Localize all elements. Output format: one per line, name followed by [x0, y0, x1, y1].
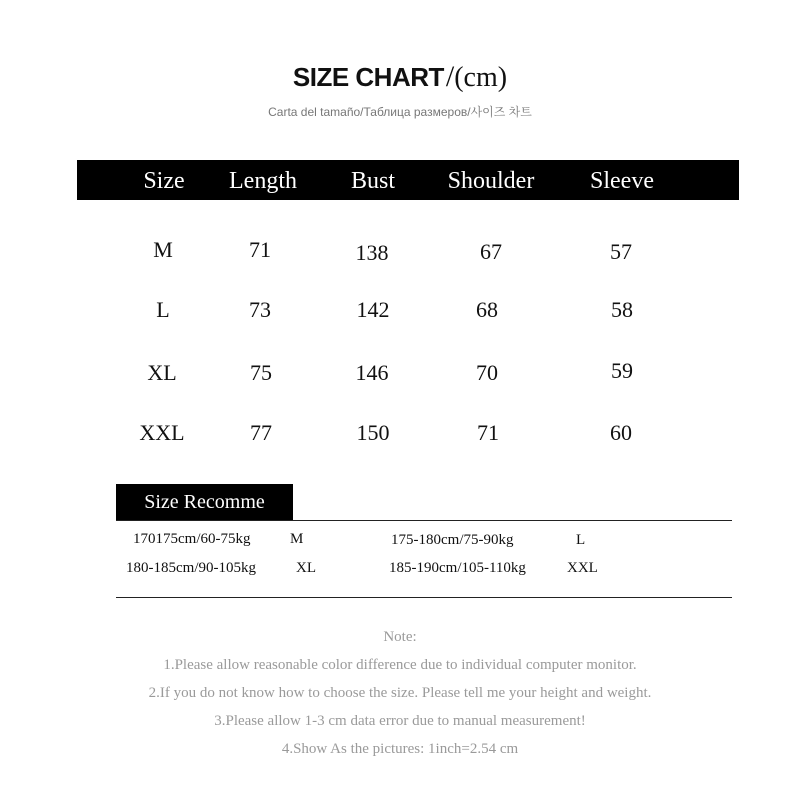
recommend-range: 185-190cm/105-110kg [389, 560, 526, 576]
recommend-range: 170175cm/60-75kg [133, 531, 251, 547]
cell-bust: 146 [355, 360, 389, 385]
column-header-sleeve: Sleeve [590, 168, 654, 194]
cell-sleeve: 58 [611, 297, 633, 322]
table-row [0, 360, 800, 390]
recommend-size: XL [296, 560, 316, 576]
cell-shoulder: 67 [480, 239, 502, 264]
title-unit: (cm) [454, 62, 508, 93]
table-row [0, 237, 800, 267]
size-chart-title [0, 60, 800, 94]
column-header-size: Size [143, 168, 185, 194]
note-line: 4.Show As the pictures: 1inch=2.54 cm [281, 741, 519, 757]
recommend-range: 175-180cm/75-90kg [391, 532, 514, 548]
cell-length: 75 [250, 360, 272, 385]
cell-size: M [153, 237, 173, 262]
title-subtitle: Carta del tamaño/Таблица размеров/사이즈 차트 [268, 105, 532, 119]
title-separator: / [445, 60, 455, 93]
table-row [0, 420, 800, 450]
recommend-bottom-divider [116, 597, 732, 598]
note-line: 1.Please allow reasonable color difference due to individual computer monitor. [163, 657, 637, 673]
title-main: SIZE CHART [292, 62, 444, 92]
cell-size: XXL [139, 420, 185, 445]
cell-bust: 150 [356, 420, 390, 445]
cell-length: 73 [249, 297, 271, 322]
cell-bust: 138 [355, 240, 389, 265]
notes-heading: Note: [383, 629, 417, 645]
cell-size: L [156, 297, 170, 322]
cell-sleeve: 59 [611, 358, 633, 383]
cell-sleeve: 60 [610, 420, 632, 445]
cell-sleeve: 57 [610, 239, 632, 264]
cell-size: XL [147, 360, 177, 385]
cell-shoulder: 71 [477, 420, 499, 445]
cell-shoulder: 68 [476, 297, 498, 322]
note-line: 3.Please allow 1-3 cm data error due to manual measurement! [214, 713, 586, 729]
column-header-shoulder: Shoulder [447, 168, 535, 194]
table-row [0, 297, 800, 327]
note-line: 2.If you do not know how to choose the size. Please tell me your height and weight. [148, 685, 652, 701]
cell-shoulder: 70 [476, 360, 498, 385]
recommend-size: M [290, 531, 304, 547]
recommend-range: 180-185cm/90-105kg [126, 560, 256, 576]
cell-length: 71 [249, 237, 271, 262]
table-header [77, 160, 739, 200]
column-header-length: Length [229, 168, 297, 194]
cell-bust: 142 [356, 297, 390, 322]
recommend-size: XXL [567, 560, 598, 576]
recommend-size: L [576, 532, 586, 548]
recommend-top-divider [116, 520, 732, 521]
size-recommend-heading: Size Recomme [116, 484, 293, 520]
column-header-bust: Bust [350, 168, 395, 194]
cell-length: 77 [250, 420, 272, 445]
